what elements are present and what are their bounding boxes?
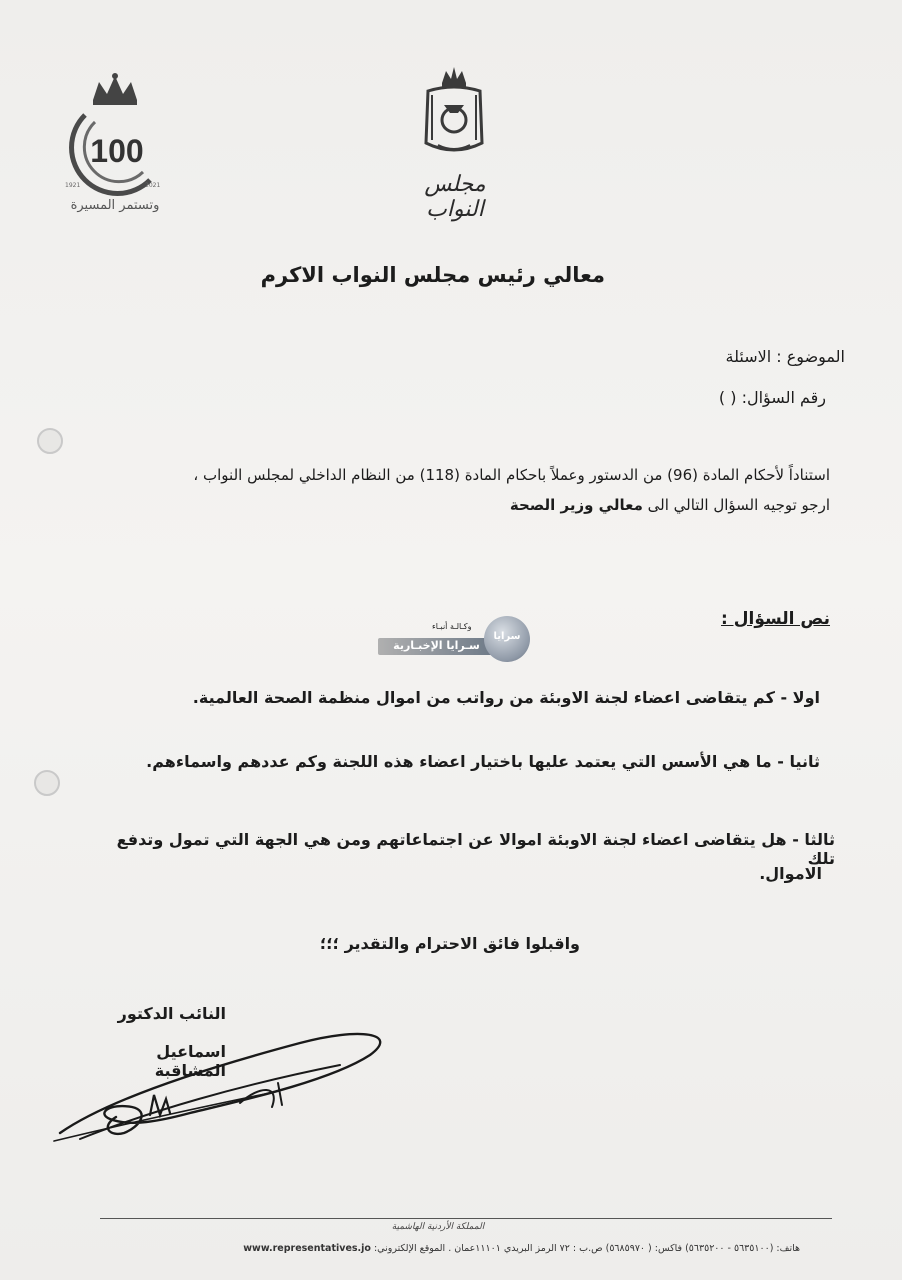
subject-line: الموضوع : الاسئلة (725, 347, 845, 366)
intro-text: ارجو توجيه السؤال التالي الى (642, 496, 830, 514)
question-item: اولا - كم يتقاضى اعضاء لجنة الاوبئة من رواتب من اموال منظمة الصحة العالمية. (192, 688, 820, 707)
question-item: ثانيا - ما هي الأسس التي يعتمد عليها باختيار اعضاء هذه اللجنة وكم عددهم واسماءهم. (146, 752, 820, 771)
question-title: نص السؤال : (721, 609, 830, 629)
logo-slogan: وتستمر المسيرة (70, 198, 160, 213)
footer-divider (100, 1218, 832, 1219)
closing-line: واقبلوا فائق الاحترام والتقدير ؛؛؛ (319, 934, 580, 953)
intro-line: استناداً لأحكام المادة (96) من الدستور وعملاً باحكام المادة (118) من النظام الداخلي لمجلس النواب ، (193, 466, 830, 484)
signatory-name: اسماعيل المشاقبة (154, 1042, 226, 1080)
centennial-logo (55, 70, 175, 220)
watermark-agency: وكـالـة أنبـاء (432, 622, 472, 631)
punch-hole (34, 770, 60, 796)
watermark-globe-text: سرايا (493, 631, 521, 642)
watermark-name: سـرايا الإخبـارية (393, 639, 480, 652)
minister-name: معالي وزير الصحة (509, 496, 643, 514)
signatory-title: النائب الدكتور (117, 1004, 226, 1023)
footer-website: www.representatives.jo (243, 1243, 371, 1254)
footer-emblem-text: المملكة الأردنية الهاشمية (391, 1222, 485, 1232)
question-item: ثالثا - هل يتقاضى اعضاء لجنة الاوبئة اموالا عن اجتماعاتهم ومن هي الجهة التي تمول وتدفع تلك (116, 830, 835, 868)
crown-100-icon (55, 70, 175, 200)
question-number: رقم السؤال: ( ) (718, 388, 826, 407)
signature-mark (40, 1015, 410, 1155)
year-start: 1921 (65, 182, 81, 189)
punch-hole (37, 428, 63, 454)
footer-contact (110, 1243, 800, 1254)
news-watermark (378, 613, 533, 668)
council-name: مجلس النواب (424, 172, 486, 222)
year-end: 2021 (145, 182, 161, 189)
footer-contact-text: هاتف: (٥٦٣٥١٠٠ - ٥٦٣٥٢٠٠) فاكس: ( ٥٦٨٥٩٧٠) ص.ب : ٧٢ الرمز البريدي ١١١٠١عمان . الموقع الإلكتروني: (370, 1243, 800, 1254)
centennial-number: 100 (90, 133, 144, 169)
question-item-continued: الاموال. (759, 864, 822, 883)
letter-heading: معالي رئيس مجلس النواب الاكرم (260, 263, 605, 287)
coat-of-arms-icon (418, 65, 490, 160)
intro-line (120, 496, 830, 514)
